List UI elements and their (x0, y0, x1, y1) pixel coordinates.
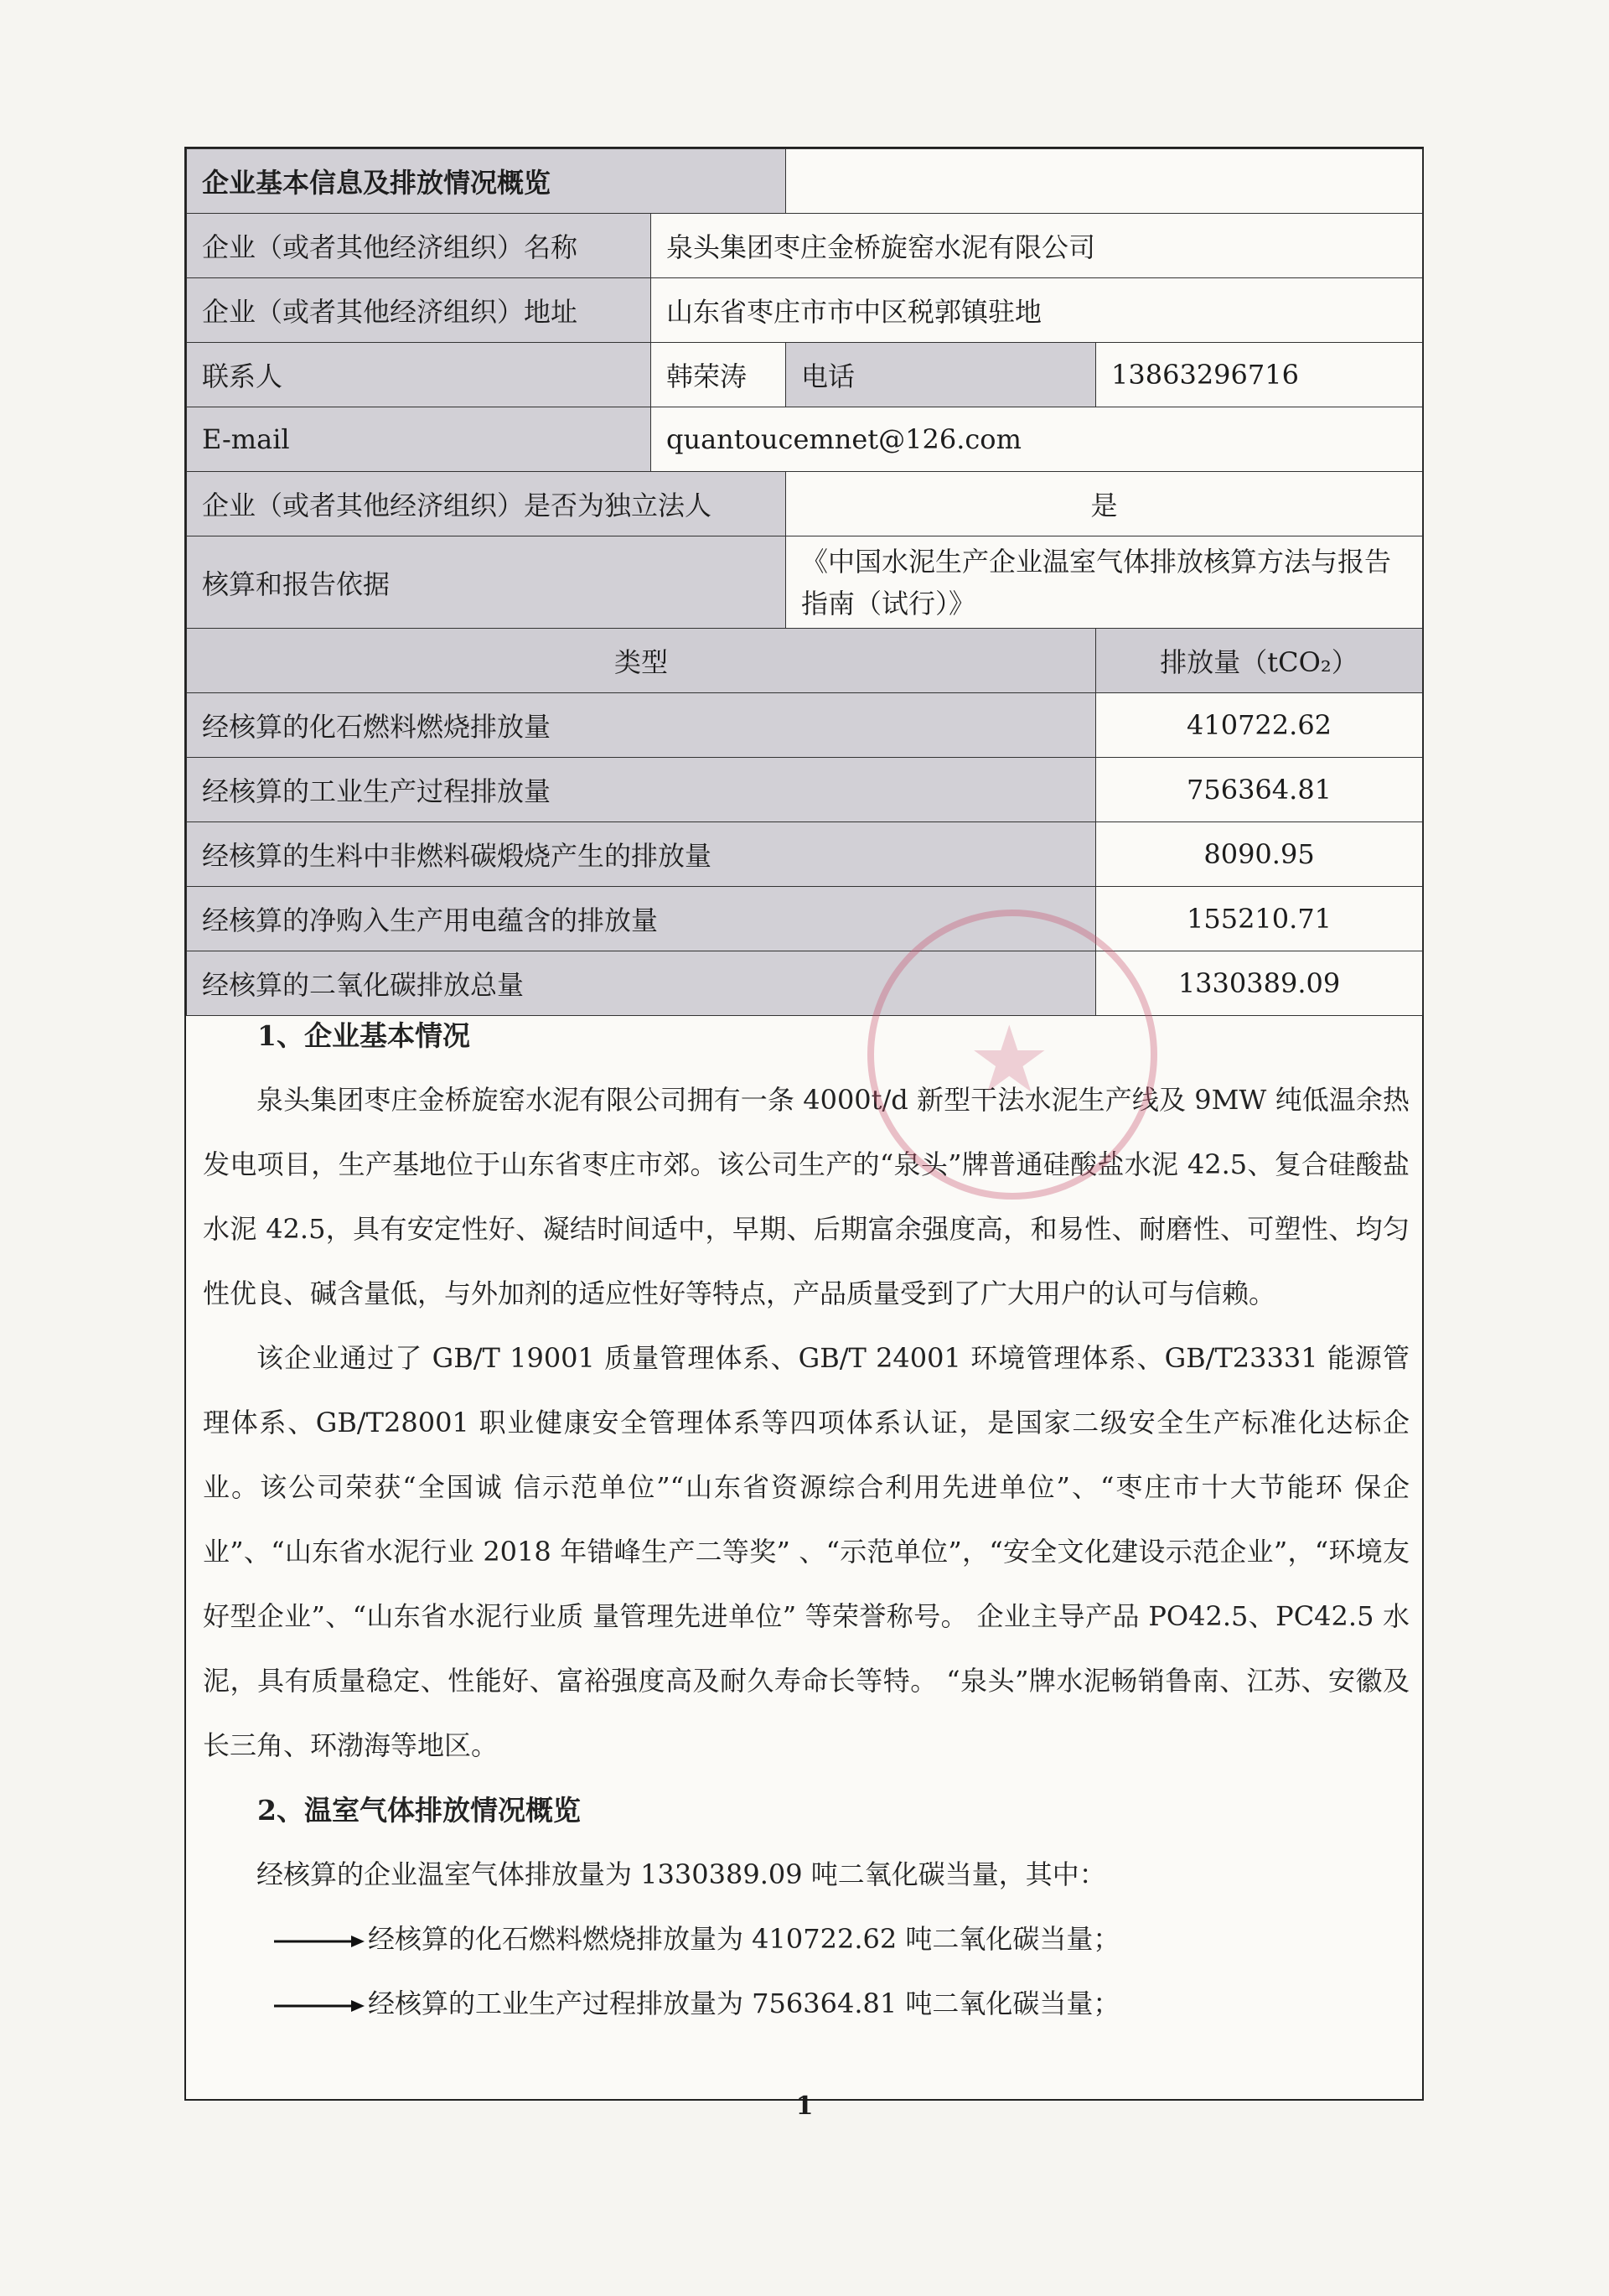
bullet-text: 经核算的化石燃料燃烧排放量为 410722.62 吨二氧化碳当量； (368, 1923, 1120, 1955)
emission-row-label: 经核算的净购入生产用电蕴含的排放量 (187, 887, 1096, 951)
phone-value: 13863296716 (1096, 343, 1423, 407)
seal-star-icon: ★ (968, 1006, 1051, 1113)
report-body (203, 1003, 1410, 2036)
independent-legal-value: 是 (786, 472, 1423, 536)
emission-row-label: 经核算的生料中非燃料碳煅烧产生的排放量 (187, 822, 1096, 887)
emission-row-value: 756364.81 (1096, 758, 1423, 822)
section-2-paragraph: 经核算的企业温室气体排放量为 1330389.09 吨二氧化碳当量，其中： (256, 1858, 1106, 1890)
type-column-header: 类型 (187, 629, 1096, 693)
emission-row-value: 155210.71 (1096, 887, 1423, 951)
emission-row-label: 经核算的工业生产过程排放量 (187, 758, 1096, 822)
basis-label: 核算和报告依据 (187, 536, 786, 629)
section-1-paragraph-2: 该企业通过了 GB/T 19001 质量管理体系、GB/T 24001 环境管理体系、GB/T23331 能源管理体系、GB/T28001 职业健康安全管理体系等四项体系认证，是国家二级安全生产标准化达标企业。该公司荣获“全国诚 信示范单位”“山东省资源综合利用先进单位”、“枣庄市十大节能环 保企业”、“山东省水泥行业 2018 年错峰生产二等奖” 、“示范单位”，“安全文化建设示范企业”，“环境友好型企业”、“山东省水泥行业质 量管理先进单位” 等荣誉称号。 企业主导产品 PO42.5、PC42.5 水泥，具有质量稳定、性能好、富裕强度高及耐久寿命长等特。 “泉头”牌水泥畅销鲁南、江苏、安徽及长三角、环渤海等地区。 (203, 1342, 1410, 1761)
contact-label: 联系人 (187, 343, 651, 407)
company-name-value: 泉头集团枣庄金桥旋窑水泥有限公司 (651, 214, 1423, 278)
email-value: quantoucemnet@126.com (651, 407, 1423, 472)
arrow-right-icon (274, 1998, 365, 2014)
contact-value: 韩荣涛 (651, 343, 786, 407)
company-address-label: 企业（或者其他经济组织）地址 (187, 278, 651, 343)
company-address-value: 山东省枣庄市市中区税郭镇驻地 (651, 278, 1423, 343)
bullet-text: 经核算的工业生产过程排放量为 756364.81 吨二氧化碳当量； (368, 1988, 1120, 2019)
emission-row-value: 1330389.09 (1096, 951, 1423, 1016)
emission-summary-table (186, 148, 1423, 1016)
emission-row-label: 经核算的二氧化碳排放总量 (187, 951, 1096, 1016)
arrow-right-icon (274, 1933, 365, 1950)
company-name-label: 企业（或者其他经济组织）名称 (187, 214, 651, 278)
emission-row-value: 8090.95 (1096, 822, 1423, 887)
independent-legal-label: 企业（或者其他经济组织）是否为独立法人 (187, 472, 786, 536)
page-number: 1 (795, 2091, 814, 2121)
bullet-fossil-fuel (203, 1907, 1410, 1972)
report-frame (184, 147, 1424, 2101)
emission-row-label: 经核算的化石燃料燃烧排放量 (187, 693, 1096, 758)
section-1-paragraph-1: 泉头集团枣庄金桥旋窑水泥有限公司拥有一条 4000t/d 新型干法水泥生产线及 9MW 纯低温余热发电项目，生产基地位于山东省枣庄市郊。该公司生产的“泉头”牌普通硅酸盐水泥 42.5、复合硅酸盐水泥 42.5，具有安定性好、凝结时间适中，早期、后期富余强度高，和易性、耐磨性、可塑性、均匀性优良、碱含量低，与外加剂的适应性好等特点，产品质量受到了广大用户的认可与信赖。 (203, 1084, 1410, 1309)
bullet-industrial-process (203, 1972, 1410, 2036)
phone-label: 电话 (786, 343, 1096, 407)
basis-value: 《中国水泥生产企业温室气体排放核算方法与报告指南（试行）》 (786, 536, 1423, 629)
email-label: E-mail (187, 407, 651, 472)
amount-column-header: 排放量（tCO₂） (1096, 629, 1423, 693)
section-1-title: 1、企业基本情况 (257, 1019, 470, 1052)
table-header: 企业基本信息及排放情况概览 (187, 149, 786, 214)
section-2-title: 2、温室气体排放情况概览 (257, 1794, 581, 1827)
emission-row-value: 410722.62 (1096, 693, 1423, 758)
